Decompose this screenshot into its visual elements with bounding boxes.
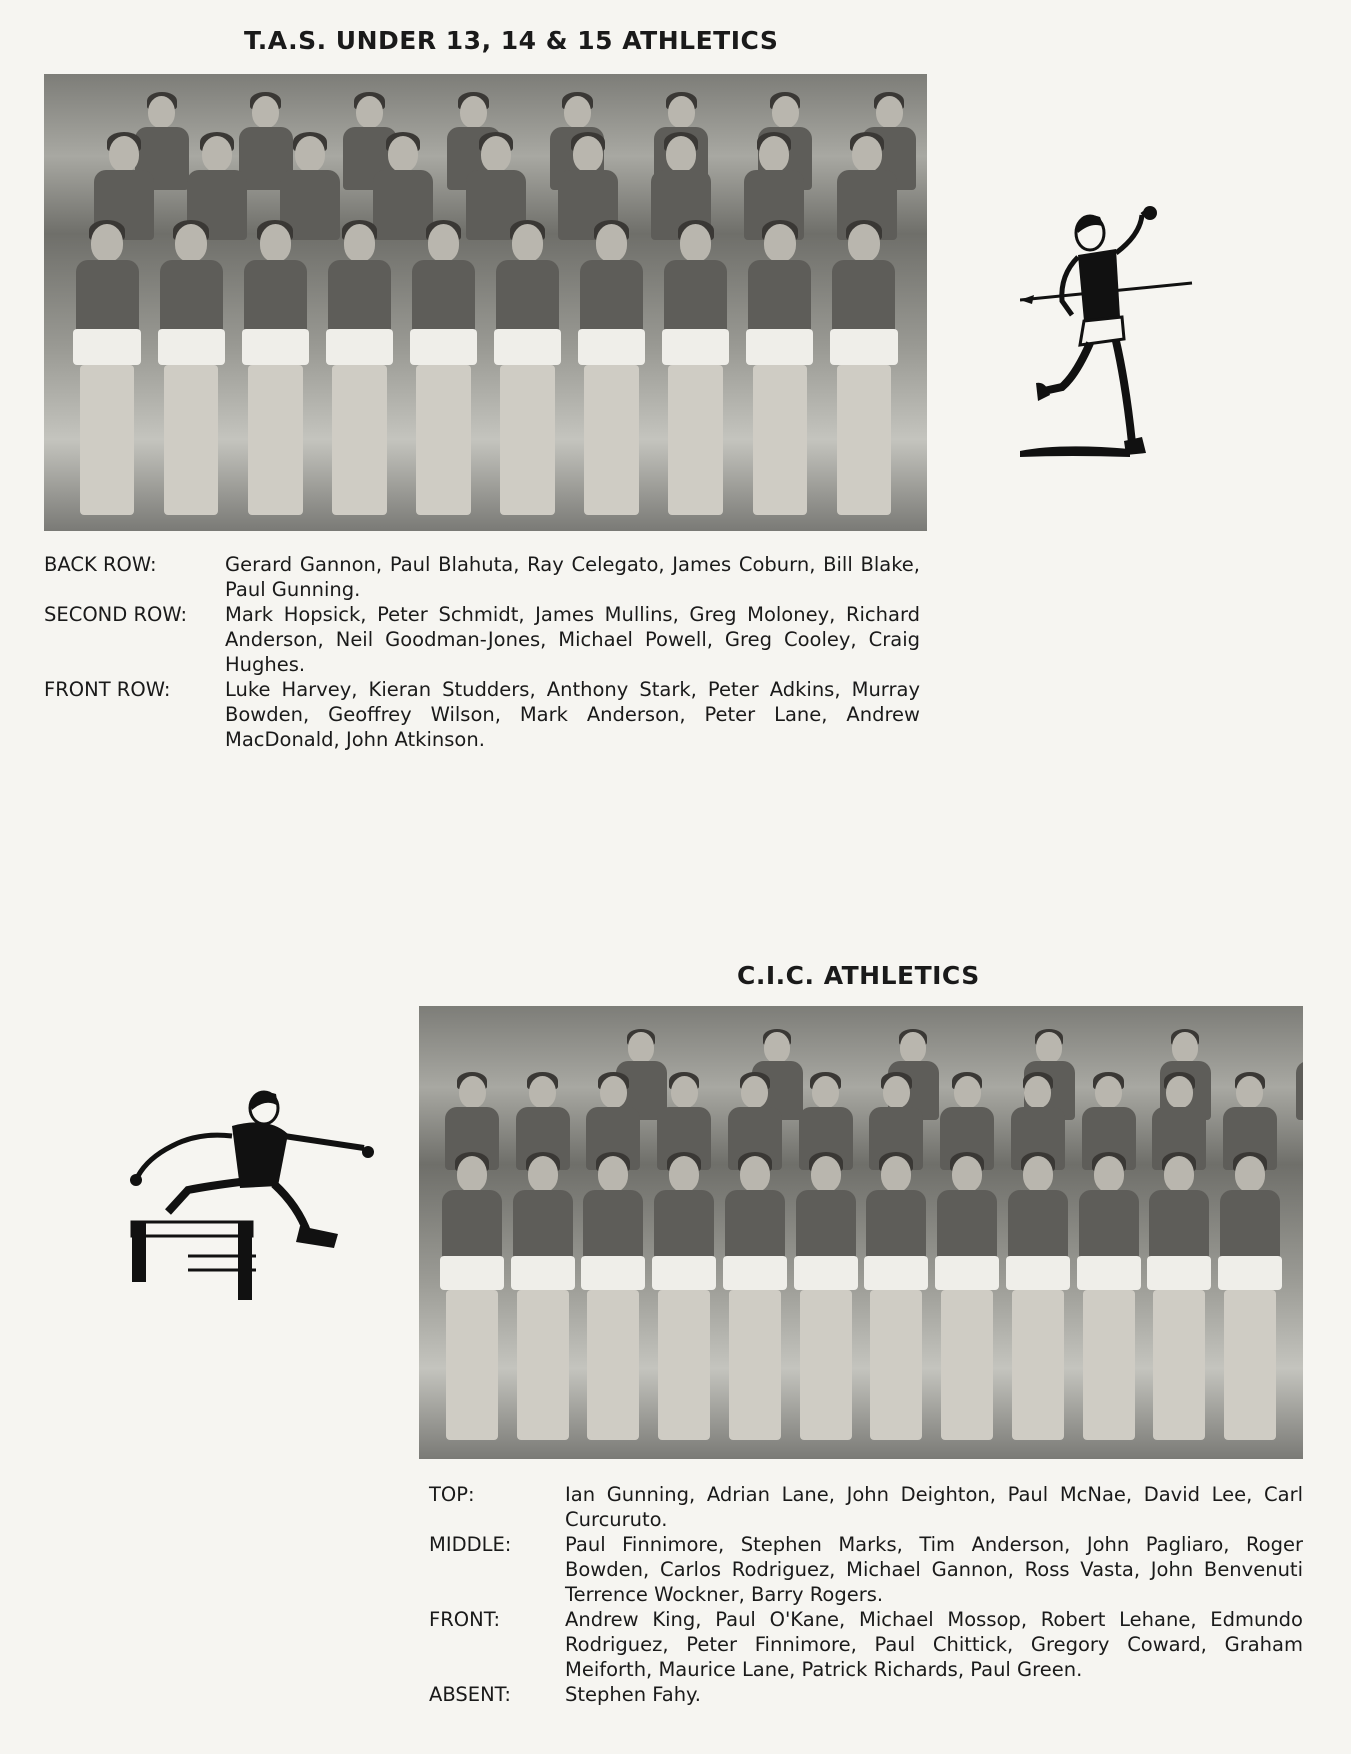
row-label: MIDDLE: — [429, 1533, 512, 1556]
section-title-cic: C.I.C. ATHLETICS — [737, 961, 980, 990]
row-names: Ian Gunning, Adrian Lane, John Deighton, Paul McNae, David Lee, Carl Curcuruto. — [565, 1483, 1303, 1531]
row-names: Paul Finnimore, Stephen Marks, Tim Anderson, John Pagliaro, Roger Bowden, Carlos Rodriguez, Michael Gannon, Ross Vasta, John Benvenuti Terrence Wockner, Barry Rogers. — [565, 1533, 1303, 1606]
row-names: Stephen Fahy. — [565, 1683, 702, 1706]
section-title-tas: T.A.S. UNDER 13, 14 & 15 ATHLETICS — [244, 26, 779, 55]
row-label: TOP: — [429, 1483, 475, 1506]
runner-illustration-icon — [1020, 205, 1200, 485]
team-photo-cic — [419, 1006, 1303, 1459]
row-names: Andrew King, Paul O'Kane, Michael Mossop, Robert Lehane, Edmundo Rodriguez, Peter Finnimore, Paul Chittick, Gregory Coward, Graham Meiforth, Maurice Lane, Patrick Richards, Paul Green. — [565, 1608, 1303, 1681]
caption-row-top — [429, 1482, 1303, 1532]
caption-row-absent — [429, 1682, 1303, 1707]
caption-row-back — [44, 552, 920, 602]
caption-cic — [429, 1482, 1303, 1707]
row-names: Luke Harvey, Kieran Studders, Anthony Stark, Peter Adkins, Murray Bowden, Geoffrey Wilson, Mark Anderson, Peter Lane, Andrew MacDonald, John Atkinson. — [225, 678, 920, 751]
row-label: FRONT: — [429, 1608, 501, 1631]
row-label: FRONT ROW: — [44, 678, 171, 701]
row-names: Mark Hopsick, Peter Schmidt, James Mullins, Greg Moloney, Richard Anderson, Neil Goodman-Jones, Michael Powell, Greg Cooley, Craig Hughes. — [225, 603, 920, 676]
hurdler-illustration-icon — [128, 1086, 378, 1302]
team-photo-tas — [44, 74, 927, 531]
caption-tas — [44, 552, 920, 752]
row-label: ABSENT: — [429, 1683, 511, 1706]
caption-row-second — [44, 602, 920, 677]
caption-row-front — [429, 1607, 1303, 1682]
row-label: SECOND ROW: — [44, 603, 188, 626]
caption-row-front — [44, 677, 920, 752]
caption-row-middle — [429, 1532, 1303, 1607]
row-label: BACK ROW: — [44, 553, 157, 576]
row-names: Gerard Gannon, Paul Blahuta, Ray Celegato, James Coburn, Bill Blake, Paul Gunning. — [225, 553, 920, 601]
